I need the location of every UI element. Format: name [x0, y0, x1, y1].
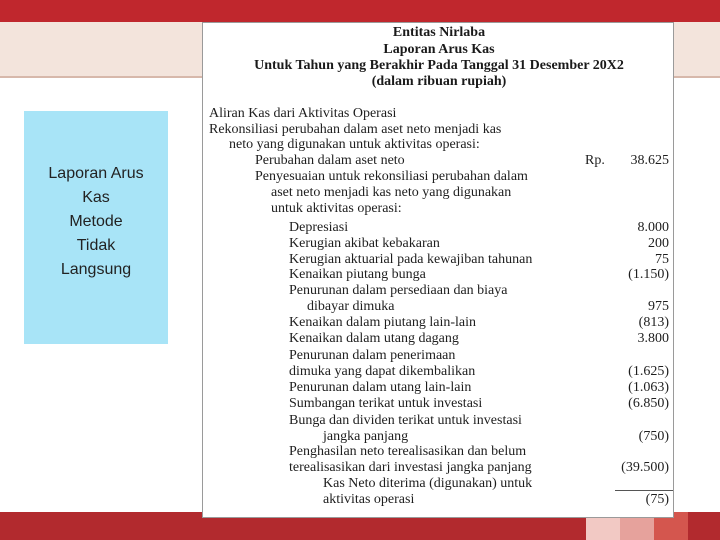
item-value: (39.500): [621, 460, 669, 475]
item-value: 975: [648, 299, 669, 314]
item-label: Penghasilan neto terealisasikan dan belum: [289, 444, 527, 459]
change-in-net-assets-value: 38.625: [630, 153, 669, 168]
total-value: (75): [645, 492, 669, 507]
item-label: Sumbangan terikat untuk investasi: [289, 396, 483, 411]
section-title: Aliran Kas dari Aktivitas Operasi: [209, 106, 397, 121]
item-value: 3.800: [637, 331, 669, 346]
total-label: Kas Neto diterima (digunakan) untuk: [323, 476, 533, 491]
item-label: Kerugian akibat kebakaran: [289, 236, 440, 251]
cash-flow-statement: [202, 22, 674, 518]
item-label: Kerugian aktuarial pada kewajiban tahunan: [289, 252, 533, 267]
item-label: Bunga dan dividen terikat untuk investasi: [289, 413, 522, 428]
item-value: (1.063): [628, 380, 669, 395]
slide-title-line: Tidak: [76, 236, 116, 254]
entity-name: Entitas Nirlaba: [392, 25, 486, 40]
item-value: (6.850): [628, 396, 669, 411]
slide-title-line: Langsung: [60, 260, 132, 278]
item-label: Kenaikan dalam piutang lain-lain: [289, 315, 476, 330]
item-value: (1.625): [628, 364, 669, 379]
total-rule: [615, 490, 673, 491]
slide-title-line: Metode: [69, 212, 123, 230]
item-value: 200: [648, 236, 669, 251]
change-in-net-assets-label: Perubahan dalam aset neto: [255, 153, 405, 168]
slide-title: [36, 162, 156, 282]
item-label: jangka panjang: [323, 429, 409, 444]
item-label: Kenaikan dalam utang dagang: [289, 331, 459, 346]
slide-title-box: [24, 111, 168, 344]
footer-segment: [688, 512, 720, 540]
item-label: Penurunan dalam penerimaan: [289, 348, 456, 363]
adjustment-line: aset neto menjadi kas neto yang digunakan: [271, 185, 512, 200]
item-value: 75: [655, 252, 669, 267]
item-label: Penurunan dalam persediaan dan biaya: [289, 283, 508, 298]
total-label: aktivitas operasi: [323, 492, 415, 507]
statement-title: Laporan Arus Kas: [383, 42, 495, 57]
top-accent-bar: [0, 0, 720, 22]
item-label: Kenaikan piutang bunga: [289, 267, 426, 282]
item-label: Depresiasi: [289, 220, 349, 235]
item-value: (1.150): [628, 267, 669, 282]
item-label: dimuka yang dapat dikembalikan: [289, 364, 476, 379]
adjustment-line: untuk aktivitas operasi:: [271, 201, 402, 216]
item-label: terealisasikan dari investasi jangka panjang: [289, 460, 532, 475]
statement-unit: (dalam ribuan rupiah): [371, 74, 507, 89]
item-label: dibayar dimuka: [307, 299, 395, 314]
statement-period: Untuk Tahun yang Berakhir Pada Tanggal 31 Desember 20X2: [254, 58, 624, 73]
recon-line: neto yang digunakan untuk aktivitas operasi:: [229, 137, 480, 152]
item-label: Penurunan dalam utang lain-lain: [289, 380, 472, 395]
slide-title-line: Laporan Arus: [48, 164, 144, 182]
adjustment-line: Penyesuaian untuk rekonsiliasi perubahan dalam: [255, 169, 528, 184]
item-value: 8.000: [637, 220, 669, 235]
item-value: (750): [638, 429, 669, 444]
item-value: (813): [638, 315, 669, 330]
recon-line: Rekonsiliasi perubahan dalam aset neto menjadi kas: [209, 122, 502, 137]
currency-label: Rp.: [585, 153, 605, 168]
slide-title-line: Kas: [82, 188, 110, 206]
